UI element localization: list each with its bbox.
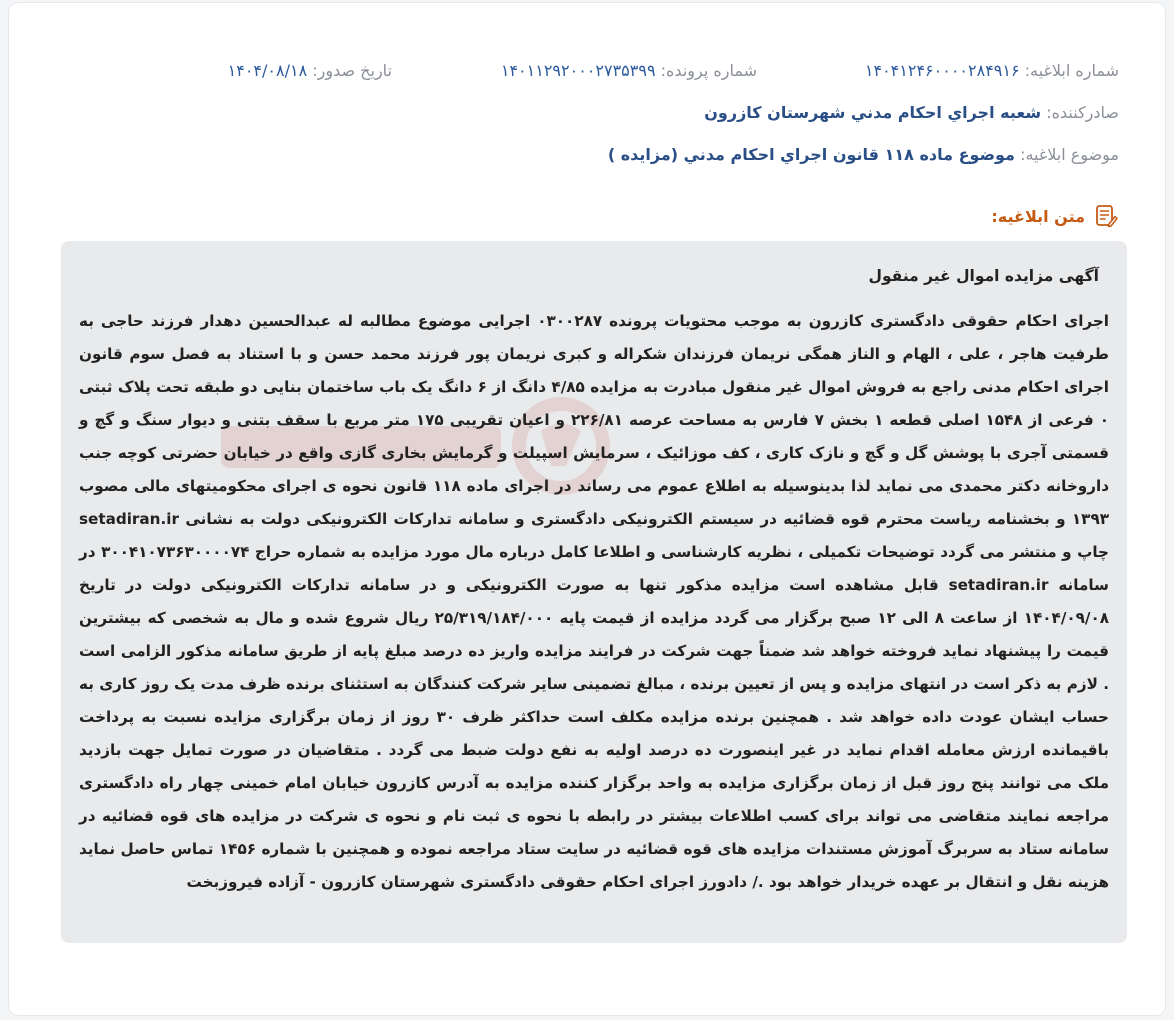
issue-date-label: تاریخ صدور: xyxy=(312,61,392,80)
notice-document-icon xyxy=(1093,203,1119,229)
notice-number xyxy=(865,58,1119,84)
notice-section-title: متن ابلاغیه: xyxy=(991,206,1085,226)
case-number xyxy=(501,58,757,84)
notice-number-label: شماره ابلاغیه: xyxy=(1024,61,1119,80)
issuer-label: صادرکننده: xyxy=(1046,103,1119,122)
meta-numbers-row xyxy=(55,58,1119,84)
notice-text-box xyxy=(61,241,1127,943)
issuer xyxy=(704,100,1119,126)
case-number-value: ۱۴۰۱۱۲۹۲۰۰۰۲۷۳۵۳۹۹ xyxy=(500,61,656,80)
meta-issuer-row xyxy=(55,100,1119,126)
subject-value: موضوع ماده ۱۱۸ قانون اجراي احكام مدني (مزايده ) xyxy=(607,145,1015,164)
notice-body: اجرای احکام حقوقی دادگستری کازرون به موجب محتویات پرونده ۰۳۰۰۲۸۷ اجرایی موضوع مطالبه له عبدالحسین دهدار فرزند حاجی به طرفیت هاجر ، علی ، الهام و الناز همگی نریمان فرزندان شکراله و کبری نریمان پور فرزند محمد حسن و با استناد به فصل سوم قانون اجرای احکام مدنی راجع به فروش اموال غیر منقول مبادرت به مزایده ۴/۸۵ دانگ از ۶ دانگ یک باب ساختمان بنایی دو طبقه تحت پلاک ثبتی ۰ فرعی از ۱۵۴۸ اصلی قطعه ۱ بخش ۷ فارس به مساحت عرصه ۲۲۶/۸۱ و اعیان تقریبی ۱۷۵ متر مربع با سقف بتنی و دیوار سنگ و گچ و قسمتی آجری با پوشش گل و گچ و نازک کاری ، کف موزائیک ، سرمایش اسپیلت و گرمایش بخاری گازی واقع در خیابان حضرتی کوچه جنب داروخانه دکتر محمدی می نماید لذا بدینوسیله به اطلاع عموم می رساند در اجرای ماده ۱۱۸ قانون نحوه ی اجرای محکومیتهای مالی مصوب ۱۳۹۳ و بخشنامه ریاست محترم قوه قضائیه در سیستم الکترونیکی دادگستری و سامانه تدارکات الکترونیکی دولت به نشانی setadiran.ir چاپ و منتشر می گردد توضیحات تکمیلی ، نظریه کارشناسی و اطلاعا کامل درباره مال مورد مزایده به شماره حراج ۳۰۰۴۱۰۷۳۶۳۰۰۰۰۷۴ در سامانه setadiran.ir قابل مشاهده است مزایده مذکور تنها به صورت الکترونیکی و در سامانه تدارکات الکترونیکی دولت در تاریخ ۱۴۰۴/۰۹/۰۸ از ساعت ۸ الی ۱۲ صبح برگزار می گردد مزایده از قیمت پایه ۲۵/۳۱۹/۱۸۴/۰۰۰ ریال شروع شده و مال به شخصی که بیشترین قیمت را پیشنهاد نماید فروخته خواهد شد ضمناً جهت شرکت در فرایند مزایده واریز ده درصد مبلغ پایه از طریق سامانه مذکور الزامی است . لازم به ذکر است در انتهای مزایده و پس از تعیین برنده ، مبالغ تضمینی سایر شرکت کنندگان به استثنای برنده ظرف مدت یک روز کاری به حساب ایشان عودت داده خواهد شد . همچنین برنده مزایده مکلف است حداکثر ظرف ۳۰ روز از زمان برگزاری مزایده نسبت به پرداخت باقیمانده ارزش معامله اقدام نماید در غیر اینصورت ده درصد اولیه به نفع دولت ضبط می گردد . متقاضیان در صورت تمایل جهت بازدید ملک می توانند پنج روز قبل از زمان برگزاری مزایده به واحد برگزار کننده مزایده به آدرس کازرون خیابان امام خمینی چهار راه دادگستری مراجعه نمایند متقاضی می تواند برای کسب اطلاعات بیشتر در رابطه با نحوه ی ثبت نام و نحوه ی شرکت در مزایده های قوه قضائیه در سامانه ستاد به سربرگ آموزش مستندات مزایده های قوه قضائیه در سایت ستاد مراجعه نموده و همچنین با شماره ۱۴۵۶ تماس حاصل نماید هزینه نقل و انتقال بر عهده خریدار خواهد بود ./ دادورز اجرای احکام حقوقی دادگستری شهرستان کازرون - آزاده فیروزبخت xyxy=(79,312,1110,891)
subject-label: موضوع ابلاغیه: xyxy=(1020,145,1119,164)
issuer-value: شعبه اجراي احکام مدني شهرستان كازرون xyxy=(704,103,1042,122)
notice-number-value: ۱۴۰۴۱۲۴۶۰۰۰۰۲۸۴۹۱۶ xyxy=(864,61,1020,80)
meta-subject-row xyxy=(55,142,1119,168)
notice-card xyxy=(8,2,1166,1016)
case-number-label: شماره پرونده: xyxy=(660,61,757,80)
notice-section-header xyxy=(991,201,1119,231)
issue-date xyxy=(228,58,392,84)
notice-heading: آگهی مزایده اموال غیر منقول xyxy=(868,267,1099,285)
subject xyxy=(608,142,1119,168)
issue-date-value: ۱۴۰۴/۰۸/۱۸ xyxy=(227,61,308,80)
